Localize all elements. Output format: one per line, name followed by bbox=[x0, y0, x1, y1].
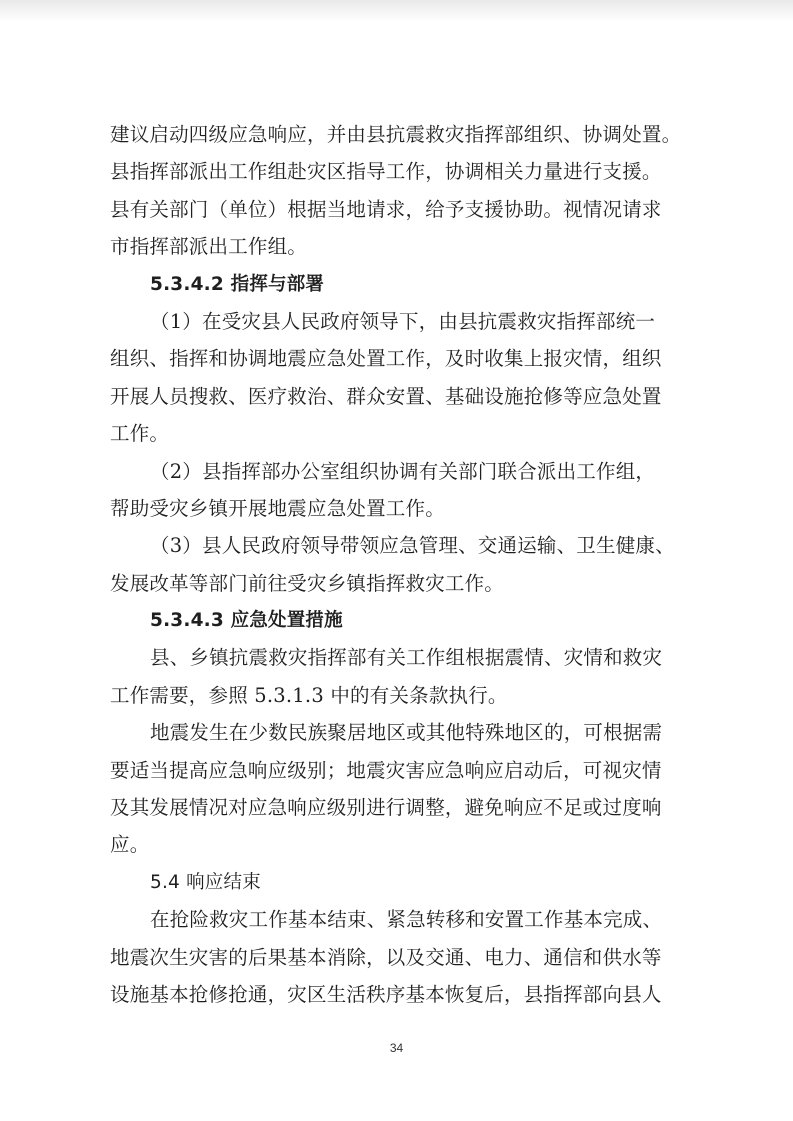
text-line: 要适当提高应急响应级别；地震灾害应急响应启动后，可视灾情 bbox=[110, 758, 662, 782]
text-line: （3）县人民政府领导带领应急管理、交通运输、卫生健康、 bbox=[150, 534, 675, 558]
section-heading: 5.3.4.3 应急处置措施 bbox=[150, 610, 343, 632]
text-line: 地震次生灾害的后果基本消除，以及交通、电力、通信和供水等 bbox=[110, 945, 662, 969]
text-line: 县、乡镇抗震救灾指挥部有关工作组根据震情、灾情和救灾 bbox=[150, 646, 663, 670]
section-heading: 5.4 响应结束 bbox=[150, 871, 261, 893]
text-line: 帮助受灾乡镇开展地震应急处置工作。 bbox=[110, 496, 445, 520]
text-line: 及其发展情况对应急响应级别进行调整，避免响应不足或过度响 bbox=[110, 796, 662, 820]
text-line: 设施基本抢修抢通，灾区生活秩序基本恢复后，县指挥部向县人 bbox=[110, 982, 662, 1006]
text-line: 市指挥部派出工作组。 bbox=[110, 235, 308, 259]
document-body bbox=[110, 116, 700, 1013]
section-heading: 5.3.4.2 指挥与部署 bbox=[150, 273, 325, 295]
text-line: 开展人员搜救、医疗救治、群众安置、基础设施抢修等应急处置 bbox=[110, 384, 662, 408]
text-line: 工作。 bbox=[110, 422, 170, 446]
text-line: 在抢险救灾工作基本结束、紧急转移和安置工作基本完成、 bbox=[150, 908, 663, 932]
page-number: 34 bbox=[389, 1041, 404, 1055]
scan-top-edge bbox=[0, 0, 793, 22]
text-line: （2）县指挥部办公室组织协调有关部门联合派出工作组， bbox=[150, 459, 656, 483]
text-line: 地震发生在少数民族聚居地区或其他特殊地区的，可根据需 bbox=[150, 721, 663, 745]
text-line: 建议启动四级应急响应，并由县抗震救灾指挥部组织、协调处置。 bbox=[110, 123, 682, 146]
text-line: （1）在受灾县人民政府领导下，由县抗震救灾指挥部统一 bbox=[150, 309, 656, 333]
text-line: 应。 bbox=[110, 833, 150, 857]
text-line: 县有关部门（单位）根据当地请求，给予支援协助。视情况请求 bbox=[110, 197, 662, 221]
text-line: 发展改革等部门前往受灾乡镇指挥救灾工作。 bbox=[110, 571, 505, 595]
text-line: 县指挥部派出工作组赴灾区指导工作，协调相关力量进行支援。 bbox=[110, 160, 662, 184]
text-line: 工作需要，参照 5.3.1.3 中的有关条款执行。 bbox=[110, 683, 508, 707]
text-line: 组织、指挥和协调地震应急处置工作，及时收集上报灾情，组织 bbox=[110, 347, 662, 371]
